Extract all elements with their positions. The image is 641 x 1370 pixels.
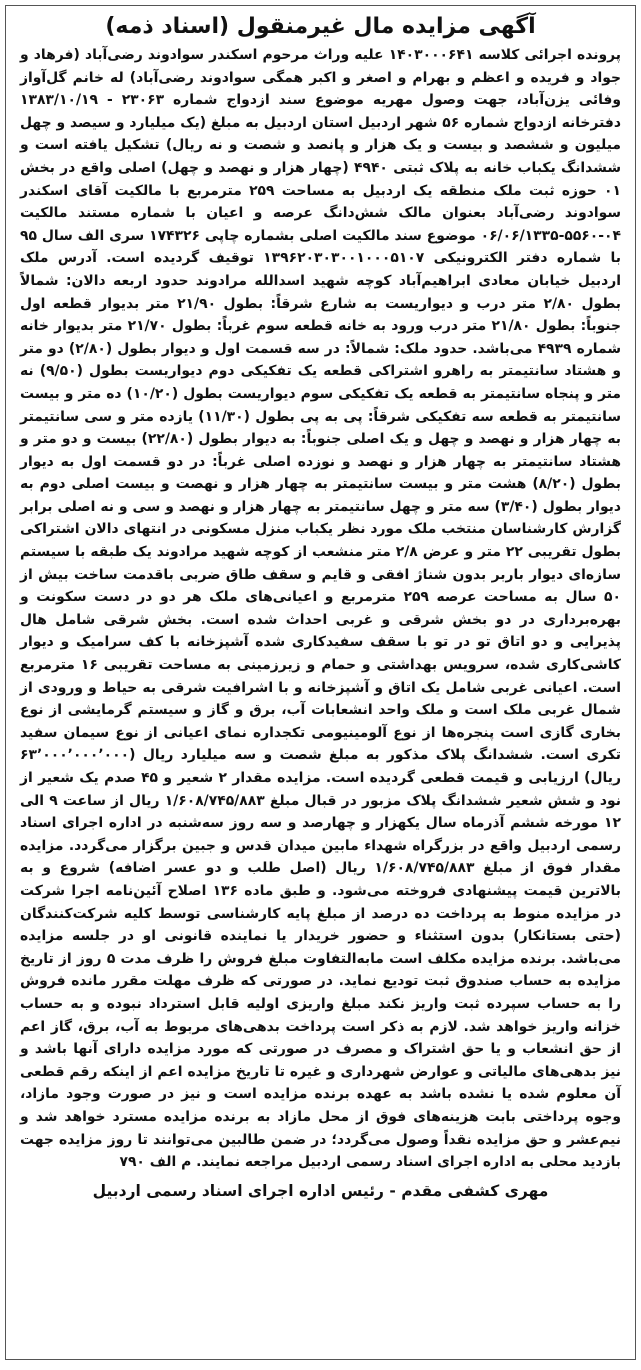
notice-frame — [5, 5, 636, 1360]
notice-body: پرونده اجرائی کلاسه ۱۴۰۳۰۰۰۶۴۱ علیه وراث مرحوم اسکندر سوادوند رضی‌آباد (فرهاد و جواد و فریده و اعظم و بهرام و اصغر و اکبر همگی سوادوند رضی‌آباد) له خانم گل‌آواز وفائی یزن‌آباد، جهت وصول مهریه موضوع سند ازدواج شماره ۲۳۰۶۳ - ۱۳۸۳/۱۰/۱۹ دفترخانه ازدواج شماره ۵۶ شهر اردبیل استان اردبیل به مبلغ (یک میلیارد و سیصد و چهل میلیون و ششصد و بیست و یک هزار و پانصد و شصت و نه ریال) تشکیل یافته است و ششدانگ یکباب خانه به پلاک ثبتی ۴۹۴۰ (چهار هزار و نهصد و چهل) اصلی واقع در بخش ۰۱ حوزه ثبت ملک منطقه یک اردبیل به مساحت ۲۵۹ مترمربع با مالکیت آقای اسکندر سوادوند رضی‌آباد بعنوان مالک شش‌دانگ عرصه و اعیان با شماره مستند مالکیت ۰۴-۵۵۶۰-۰۶/۰۶/۱۳۳۵ موضوع سند مالکیت اصلی بشماره چاپی ۱۷۴۳۲۶ سری الف سال ۹۵ با شماره دفتر الکترونیکی ۱۳۹۶۲۰۳۰۳۰۰۱۰۰۰۵۱۰۷ توقیف گردیده است. آدرس ملک اردبیل خیابان معادی ابراهیم‌آباد کوچه شهید اسدالله مرادوند حدود اربعه دالان: شمالاً بطول ۲/۸۰ متر درب و دیواریست به شارع شرقاً: بطول ۲۱/۹۰ متر بدیوار قطعه اول جنوباً: بطول ۲۱/۸۰ متر درب ورود به خانه قطعه سوم غرباً: بطول ۲۱/۷۰ متر بدیوار خانه شماره ۴۹۳۹ می‌باشد. حدود ملک: شمالاً: در سه قسمت اول و دیوار بطول (۲/۸۰) دو متر و هشتاد سانتیمتر به راهرو اشتراکی قطعه یک تفکیکی دوم دیواریست بطول (۹/۵۰) نه متر و پنجاه سانتیمتر به قطعه یک تفکیکی سوم دیواریست بطول (۱۰/۲۰) ده متر و بیست سانتیمتر به قطعه سه تفکیکی شرقاً: پی به پی بطول (۱۱/۳۰) یازده متر و سی سانتیمتر به چهار هزار و نهصد و چهل و یک اصلی جنوباً: به دیوار بطول (۲۲/۸۰) بیست و دو متر و هشتاد سانتیمتر به چهار هزار و نهصد و نوزده اصلی غرباً: در دو قسمت اول به دیوار بطول (۸/۲۰) هشت متر و بیست سانتیمتر به چهار هزار و نهصت و بیست اصلی دوم به دیوار بطول (۳/۴۰) سه متر و چهل سانتیمتر به چهار هزار و نهصد و سی و نه اصلی برابر گزارش کارشناسان منتخب ملک مورد نظر یکباب منزل مسکونی در انتهای دالان اشتراکی بطول تقریبی ۲۲ متر و عرض ۲/۸ متر منشعب از کوچه شهید مرادوند یک طبقه با سیستم سازه‌ای دیوار باربر بدون شناژ افقی و قایم و سقف طاق ضربی باقدمت ساخت بیش از ۵۰ سال به مساحت عرصه ۲۵۹ مترمربع و اعیانی‌های ملک هر دو در دست سکونت و بهره‌برداری در دو بخش شرقی و غربی احداث شده است. بخش شرقی شامل هال پذیرایی و دو اتاق تو در تو با سقف سفیدکاری شده آشپزخانه با کف سرامیک و دیوار کاشی‌کاری شده، سرویس بهداشتی و حمام و زیرزمینی به مساحت تقریبی ۱۶ مترمربع است. اعیانی غربی شامل یک اتاق و آشپزخانه و با اشرافیت شرقی به حیاط و ورودی از شمال غربی ملک است و ملک واحد انشعابات آب، برق و گاز و سیستم گرمایشی از نوع بخاری گازی است پنجره‌ها از نوع آلومینیومی تکجداره نمای اعیانی از نوع سیمان سفید تکری است. ششدانگ پلاک مذکور به مبلغ شصت و سه میلیارد ریال (۶۳٬۰۰۰٬۰۰۰٬۰۰۰ ریال) ارزیابی و قیمت قطعی گردیده است. مزایده مقدار ۲ شعیر و ۴۵ صدم یک شعیر از نود و شش شعیر ششدانگ پلاک مزبور در قبال مبلغ ۱/۶۰۸/۷۴۵/۸۸۳ ریال از ساعت ۹ الی ۱۲ مورخه ششم آذرماه سال یکهزار و چهارصد و سه روز سه‌شنبه در اداره اجرای اسناد رسمی اردبیل واقع در بزرگراه شهداء مابین میدان قدس و جبین برگزار می‌گردد. مزایده مقدار فوق از مبلغ ۱/۶۰۸/۷۴۵/۸۸۳ ریال (اصل طلب و دو عسر اضافه) شروع و به بالاترین قیمت پیشنهادی فروخته می‌شود. و طبق ماده ۱۳۶ اصلاح آئین‌نامه اجرا شرکت در مزایده منوط به پرداخت ده درصد از مبلغ پایه کارشناسی توسط کلیه شرکت‌کنندگان (حتی بستانکار) بدون استثناء و حضور خریدار یا نماینده قانونی او در جلسه مزایده می‌باشد. برنده مزایده مکلف است مابه‌التفاوت مبلغ فروش را ظرف مدت ۵ روز از تاریخ مزایده به حساب صندوق ثبت تودیع نماید. در صورتی که ظرف مهلت مقرر مانده فروش را به حساب سپرده ثبت واریز نکند مبلغ واریزی اولیه قابل استرداد نبوده و به حساب خزانه واریز خواهد شد. لازم به ذکر است پرداخت بدهی‌های مربوط به آب، برق، گاز اعم از حق انشعاب و یا حق اشتراک و مصرف در صورتی که مورد مزایده دارای آنها باشد و نیز بدهی‌های مالیاتی و عوارض شهرداری و غیره تا تاریخ مزایده اعم از اینکه رقم قطعی آن معلوم شده یا نشده باشد به عهده برنده مزایده است و نیز در صورت وجود مازاد، وجوه پرداختی بابت هزینه‌های فوق از محل مازاد به برنده مزایده مسترد خواهد شد و نیم‌عشر و حق مزایده نقداً وصول می‌گردد؛ در ضمن طالبین می‌توانند تا روز مزایده جهت بازدید محلی به اداره اجرای اسناد رسمی اردبیل مراجعه نمایند. م الف ۷۹۰ — [20, 47, 622, 1171]
notice-title: آگهی مزایده مال غیرمنقول (اسناد ذمه) — [105, 14, 536, 39]
notice-signature: مهری کشفی مقدم - رئیس اداره اجرای اسناد رسمی اردبیل — [92, 1181, 549, 1200]
